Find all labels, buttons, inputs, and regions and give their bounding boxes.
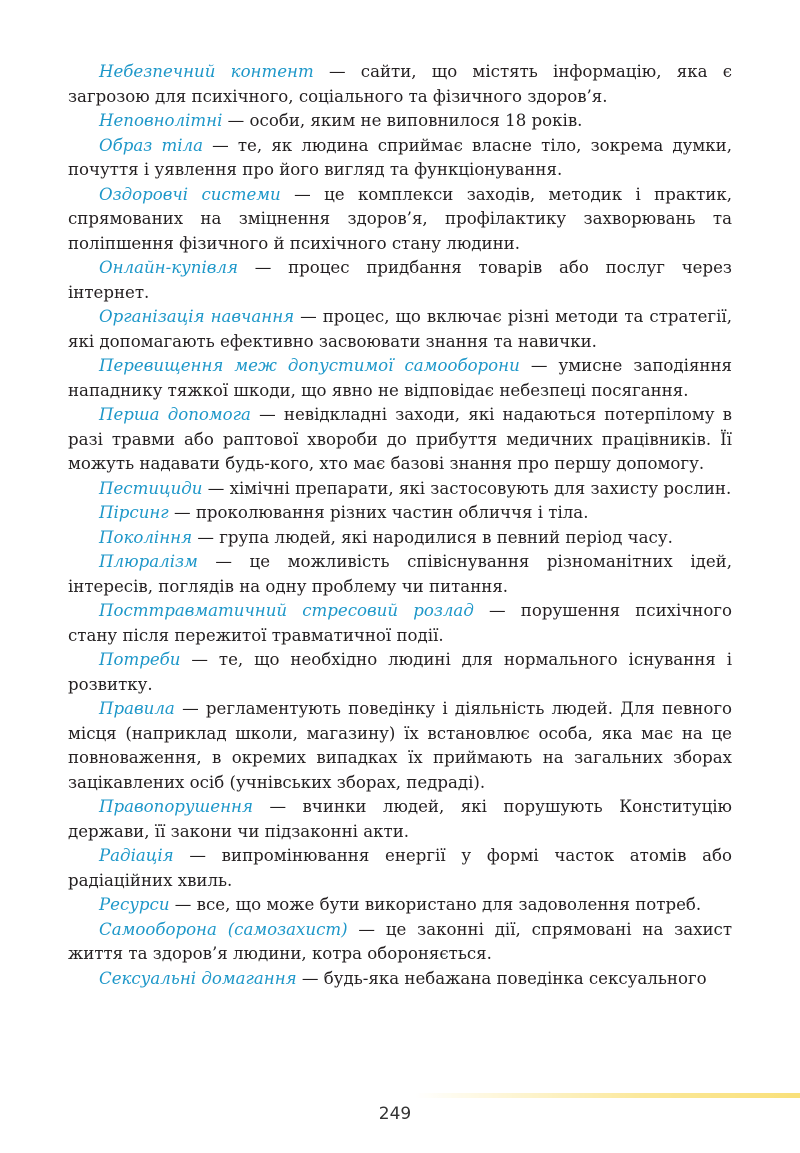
glossary-term: Небезпечний контент (99, 62, 314, 81)
glossary-term: Ресурси (99, 895, 170, 914)
glossary-term: Перша допомога (99, 405, 251, 424)
glossary-definition: — особи, яким не виповнилося 18 років. (222, 111, 583, 130)
glossary-definition: — випромінювання енергії у формі часток атомів або радіаційних хвиль. (68, 846, 732, 890)
glossary-entry (68, 501, 732, 526)
glossary-definition: — те, як людина сприймає власне тіло, зокрема думки, почуття і уявлення про його вигляд та функціонування. (68, 135, 733, 179)
glossary-term: Посттравматичний стресовий розлад (99, 601, 474, 620)
glossary-entry (68, 60, 732, 109)
page-number: 249 (378, 1104, 412, 1124)
glossary-definition: — це можливість співіснування різноманітних ідей, інтересів, поглядів на одну проблему чи питання. (68, 552, 732, 596)
glossary-term: Неповнолітні (99, 111, 223, 130)
glossary-entry (68, 844, 732, 893)
glossary-term: Організація навчання (99, 307, 295, 326)
glossary-entry (68, 599, 732, 648)
glossary-entry (68, 134, 732, 183)
glossary-definition: — умисне заподіяння нападнику тяжкої шкоди, що явно не відповідає небезпеці посягання. (68, 356, 732, 400)
glossary-entry (68, 526, 732, 551)
glossary-definition: — порушення психічного стану після пережитої травматичної події. (68, 601, 732, 645)
glossary-term: Сексуальні домагання (99, 968, 297, 988)
glossary-entry (68, 697, 732, 795)
glossary-term: Радіація (99, 846, 174, 865)
glossary-entry (68, 795, 732, 844)
glossary-term: Правопорушення (99, 797, 253, 816)
glossary-definition: — процес, що включає різні методи та стратегії, які допомагають ефективно засвоювати знання та навички. (68, 307, 732, 351)
glossary-definition: — сайти, що містять інформацію, яка є загрозою для психічного, соціального та фізичного здоров’я. (68, 62, 733, 106)
glossary-term: Покоління (99, 527, 193, 547)
glossary-definition: — все, що може бути використано для задоволення потреб. (169, 895, 702, 914)
glossary-entry (68, 477, 732, 502)
glossary-list (68, 60, 732, 991)
glossary-definition: — проколювання різних частин обличчя і тіла. (168, 503, 589, 522)
glossary-definition: — це законні дії, спрямовані на захист життя та здоров’я людини, котра обороняється. (68, 919, 732, 963)
glossary-definition: — процес придбання товарів або послуг через інтернет. (68, 258, 732, 302)
glossary-term: Онлайн-купівля (99, 258, 238, 277)
glossary-definition: — невідкладні заходи, які надаються потерпілому в разі травми або раптової хвороби до прибуття медичних працівників. Її можуть надавати будь-кого, хто має базові знання про першу допомогу. (68, 405, 732, 473)
glossary-definition: — регламентують поведінку і діяльність людей. Для певного місця (наприклад школи, магазину) їх встановлює особа, яка має на це повноваження, в окремих випадках їх приймають на загальних зборах зацікавлених осіб (учнівських зборах, педраді). (68, 699, 732, 792)
glossary-entry (68, 648, 732, 697)
glossary-entry (68, 918, 732, 967)
glossary-term: Перевищення меж допустимої самооборони (99, 356, 520, 375)
glossary-entry (68, 550, 732, 599)
glossary-term: Пестициди (99, 478, 203, 498)
glossary-entry (68, 893, 732, 918)
glossary-definition: — те, що необхідно людині для нормального існування і розвитку. (68, 650, 732, 694)
glossary-definition: — це комплекси заходів, методик і практик, спрямованих на зміцнення здоров’я, профілактику захворювань та поліпшення фізичного й психічного стану людини. (68, 184, 732, 253)
glossary-entry (68, 109, 732, 134)
glossary-definition: — хімічні препарати, які застосовують для захисту рослин. (202, 478, 732, 498)
glossary-definition: — група людей, які народилися в певний період часу. (192, 527, 673, 547)
glossary-term: Правила (99, 699, 175, 718)
glossary-entry (68, 183, 732, 257)
decorative-footer-band (415, 1093, 800, 1098)
glossary-entry (68, 403, 732, 477)
glossary-entry (68, 354, 732, 403)
glossary-term: Самооборона (самозахист) (99, 919, 348, 939)
glossary-definition: — будь-яка небажана поведінка сексуального (296, 968, 707, 988)
glossary-term: Потреби (99, 650, 181, 669)
glossary-entry (68, 967, 732, 992)
glossary-entry (68, 256, 732, 305)
glossary-definition: — вчинки людей, які порушують Конституцію держави, її закони чи підзаконні акти. (68, 797, 732, 841)
glossary-term: Плюралізм (99, 552, 198, 571)
glossary-term: Оздоровчі системи (99, 184, 281, 204)
glossary-term: Пірсинг (99, 503, 169, 522)
glossary-term: Образ тіла (99, 135, 203, 155)
glossary-entry (68, 305, 732, 354)
